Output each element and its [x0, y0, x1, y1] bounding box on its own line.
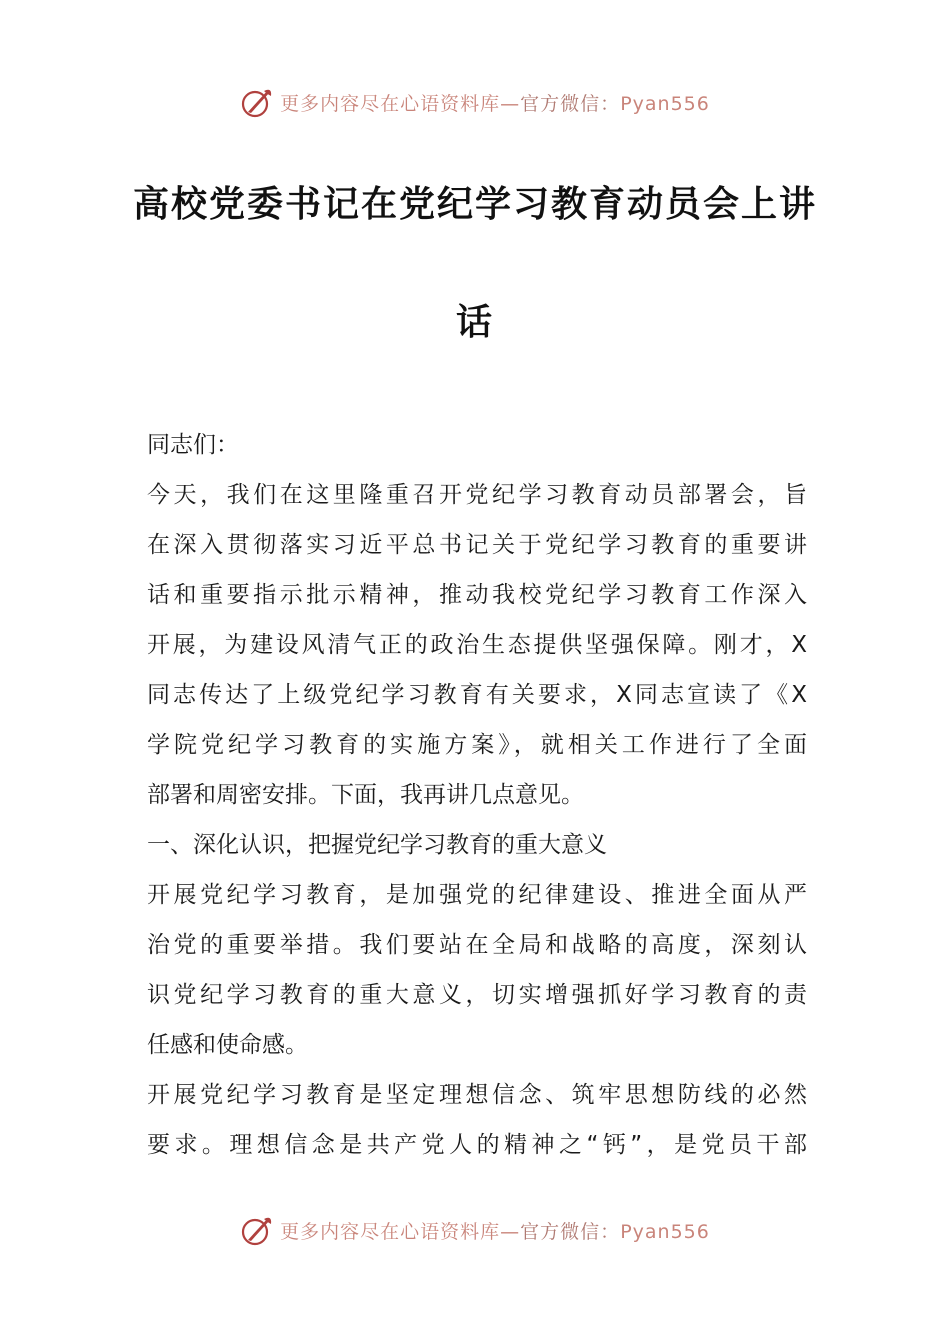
text-line: 开展，为建设风清气正的政治生态提供坚强保障。刚才，X: [147, 632, 807, 658]
text-line: 同志们：: [147, 432, 239, 458]
text-line: 同志传达了上级党纪学习教育有关要求，X同志宣读了《X: [147, 682, 807, 708]
text-line: 部署和周密安排。下面，我再讲几点意见。: [147, 782, 584, 808]
text-line: 任感和使命感。: [147, 1032, 308, 1058]
banner-text: 更多内容尽在心语资料库—官方微信：Pyan556: [280, 1220, 710, 1243]
page-title-continued: 话: [455, 301, 494, 343]
text-line: 治党的重要举措。我们要站在全局和战略的高度，深刻认: [147, 932, 807, 958]
text-line: 一、深化认识，把握党纪学习教育的重大意义: [147, 832, 607, 858]
header-banner: [0, 80, 950, 124]
text-line: 要求。理想信念是共产党人的精神之“钙”，是党员干部: [147, 1132, 807, 1158]
text-line: 开展党纪学习教育是坚定理想信念、筑牢思想防线的必然: [147, 1082, 807, 1108]
text-line: 开展党纪学习教育，是加强党的纪律建设、推进全面从严: [147, 882, 807, 908]
banner-text: 更多内容尽在心语资料库—官方微信：Pyan556: [280, 92, 710, 115]
quill-logo-icon: [240, 85, 274, 119]
text-line: 今天，我们在这里隆重召开党纪学习教育动员部署会，旨: [147, 482, 807, 508]
text-line: 在深入贯彻落实习近平总书记关于党纪学习教育的重要讲: [147, 532, 807, 558]
text-line: 话和重要指示批示精神，推动我校党纪学习教育工作深入: [147, 582, 807, 608]
text-line: 识党纪学习教育的重大意义，切实增强抓好学习教育的责: [147, 982, 807, 1008]
document-body: [147, 420, 807, 1170]
page-title: 高校党委书记在党纪学习教育动员会上讲: [132, 183, 817, 225]
text-line: 学院党纪学习教育的实施方案》，就相关工作进行了全面: [147, 732, 807, 758]
footer-banner: [0, 1208, 950, 1252]
quill-logo-icon: [240, 1213, 274, 1247]
